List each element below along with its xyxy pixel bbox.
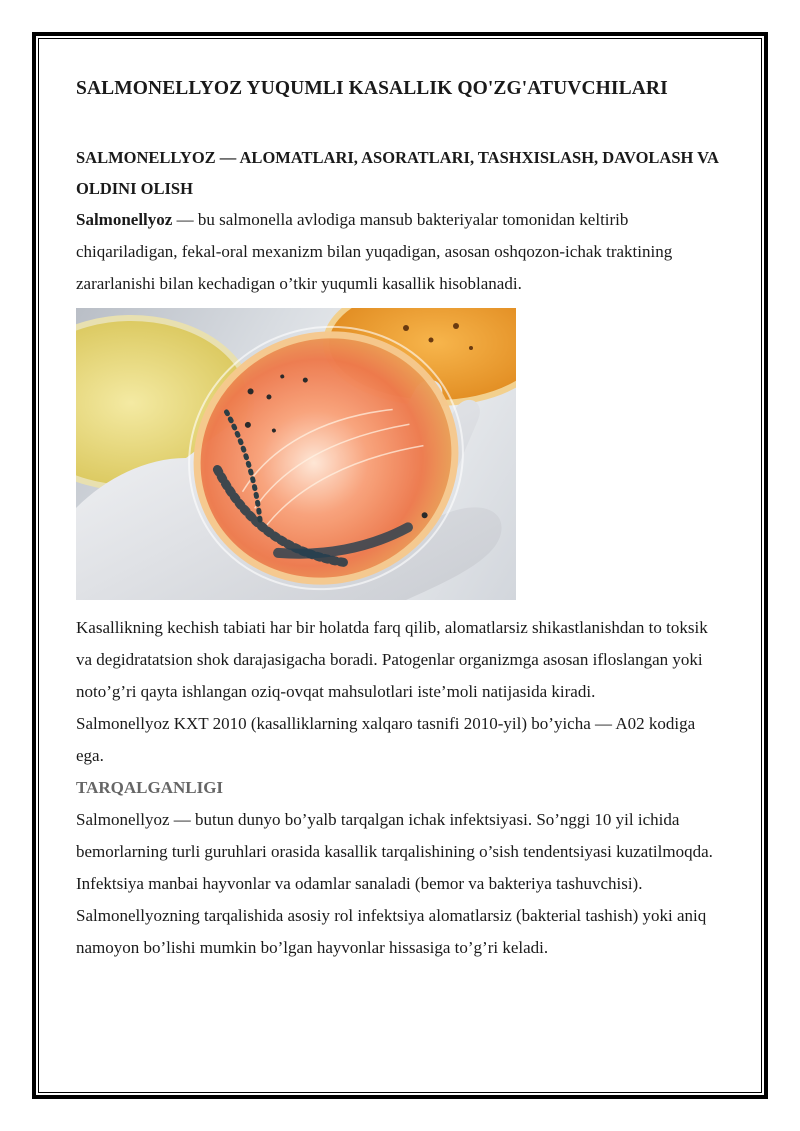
- subheading-spread: TARQALGANLIGI: [76, 778, 224, 797]
- intro-paragraph: [76, 204, 726, 300]
- intro-text: — bu salmonella avlodiga mansub bakteriyalar tomonidan keltirib chiqariladigan, fekal-oral mexanizm bilan yuqadigan, asosan oshqozon-ichak traktining zararlanishi bilan kechadigan o’tkir yuqumli kasallik hisoblanadi.: [76, 210, 673, 293]
- document-title: SALMONELLYOZ YUQUMLI KASALLIK QO'ZG'ATUVCHILARI: [76, 78, 668, 99]
- petri-dish-illustration: [76, 308, 516, 600]
- colony-dot: [403, 325, 409, 331]
- intro-term: Salmonellyoz: [76, 210, 173, 229]
- petri-dish-photo: [76, 308, 516, 600]
- colony-dot: [469, 346, 473, 350]
- paragraph-spread: Salmonellyoz — butun dunyo bo’yalb tarqalgan ichak infektsiyasi. So’nggi 10 yil ichida bemorlarning turli guruhlari orasida kasallik tarqalishining o’sish tendentsiyasi kuzatilmoqda. Infektsiya manbai hayvonlar va odamlar sanaladi (bemor va bakteriya tashuvchisi). Salmonellyozning tarqalishida asosiy rol infektsiya alomatlarsiz (bakterial tashish) yoki aniq namoyon bo’lishi mumkin bo’lgan hayvonlar hissasiga to’g’ri keladi.: [76, 810, 713, 957]
- section-heading: SALMONELLYOZ — ALOMATLARI, ASORATLARI, TASHXISLASH, DAVOLASH VA OLDINI OLISH: [76, 148, 718, 198]
- document-body: [76, 72, 726, 964]
- paragraph-course: Kasallikning kechish tabiati har bir holatda farq qilib, alomatlarsiz shikastlanishdan to toksik va degidratatsion shok darajasigacha boradi. Patogenlar organizmga asosan ifloslangan yoki noto’g’ri qayta ishlangan oziq-ovqat mahsulotlari iste’moli natijasida kiradi.: [76, 618, 708, 701]
- colony-dot: [453, 323, 459, 329]
- paragraph-icd: Salmonellyoz KXT 2010 (kasalliklarning xalqaro tasnifi 2010-yil) bo’yicha — A02 kodiga ega.: [76, 714, 696, 765]
- colony-dot: [429, 338, 434, 343]
